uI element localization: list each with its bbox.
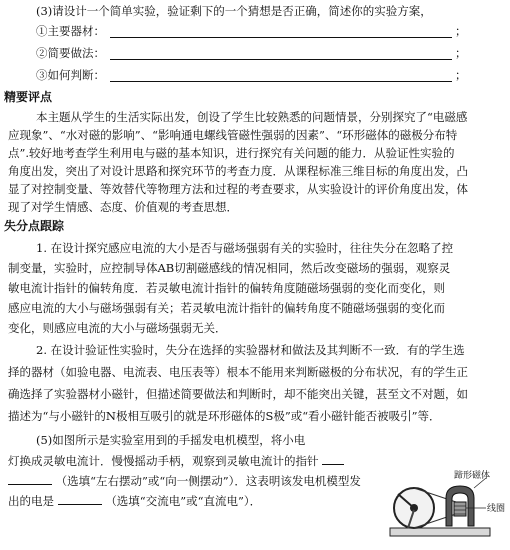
q5-line-2-text: 灯换成灵敏电流计．慢慢摇动手柄，观察到灵敏电流计的指针 [8, 454, 319, 468]
review-line: 现了对学生情感、态度、价值观的考查思想． [8, 200, 238, 214]
errors-p2-line: 确选择了实验器材小磁针，但描述简要做法和判断时，却不能突出关键，甚至文不对题，如 [8, 387, 468, 401]
review-heading: 精要评点 [4, 90, 53, 104]
errors-p2-line: 描述为“与小磁针的N极相互吸引的就是环形磁体的S极”或“看小磁针能否被吸引”等． [8, 409, 441, 423]
hand-crank-generator-figure [384, 468, 508, 548]
review-line: 显了对控制变量、等效替代等物理方法和过程的考查要求，从实验设计的评价角度出发，体 [8, 182, 468, 196]
q5-line-1: (5)如图所示是实验室用到的手摇发电机模型，将小电 [36, 433, 306, 447]
q5-pointer-blank-cont[interactable] [8, 472, 52, 485]
q3-item-method: ②简要做法： [36, 46, 105, 60]
review-line: 角度出发，突出了对设计思路和探究环节的考查力度．从课程标准三维目标的角度出发，凸 [8, 164, 468, 178]
generator-base [390, 528, 490, 536]
review-line: 点”.较好地考查学生利用电与磁的基本知识，进行探究有关问题的能力．从验证性实验的 [8, 146, 455, 160]
errors-p1-line: 1. 在设计探究感应电流的大小是否与磁场强弱有关的实验时，往往失分在忽略了控 [36, 241, 454, 255]
errors-p2-line: 2. 在设计验证性实验时，失分在选择的实验器材和做法及其判断不一致．有的学生选 [36, 343, 465, 357]
review-line: 本主题从学生的生活实际出发，创设了学生比较熟悉的问题情景，分别探究了“电磁感 [36, 110, 468, 124]
q3-intro: (3)请设计一个简单实验，验证剩下的一个猜想是否正确，简述你的实验方案， [36, 4, 432, 18]
q5-line-4-text-b: （选填“交流电”或“直流电”）． [105, 494, 262, 508]
q5-line-4-text-a: 出的电是 [8, 494, 54, 508]
errors-p2-line: 择的器材（如验电器、电流表、电压表等）根本不能用来判断磁极的分布状况，有的学生正 [8, 365, 468, 379]
errors-p1-line: 感应电流的大小与磁场强弱有关；若灵敏电流计指针的偏转角度不随磁场强弱的变化而 [8, 301, 445, 315]
q5-line-3-text: （选填“左右摆动”或“向一侧摆动”）．这表明该发电机模型发 [55, 474, 361, 488]
q5-current-type-blank[interactable] [58, 492, 102, 505]
q3-item-equipment: ①主要器材： [36, 24, 105, 38]
q3-method-answer-line[interactable] [110, 58, 452, 60]
errors-p1-line: 制变量，实验时，应控制导体AB切割磁感线的情况相同，然后改变磁场的强弱，观察灵 [8, 261, 451, 275]
magnet-label: 蹄形磁体 [454, 471, 491, 481]
q3-equipment-answer-line[interactable] [110, 36, 452, 38]
q5-pointer-blank[interactable] [322, 452, 344, 465]
errors-p1-line: 变化，则感应电流的大小与磁场强弱无关． [8, 321, 227, 335]
coil-label: 线圈 [487, 504, 506, 514]
q3-judge-suffix: ； [455, 68, 467, 82]
q5-line-2 [0, 452, 510, 469]
review-line: 应现象”、“水对磁的影响”、“影响通电螺线管磁性强弱的因素”、“环形磁体的磁极分布特 [8, 128, 458, 142]
q3-item-judge: ③如何判断： [36, 68, 105, 82]
q3-judge-answer-line[interactable] [110, 80, 452, 82]
q3-method-suffix: ； [455, 46, 467, 60]
errors-p1-line: 敏电流计指针的偏转角度．若灵敏电流计指针的偏转角度随磁场强弱的变化而变化，则 [8, 281, 445, 295]
errors-heading: 失分点跟踪 [4, 219, 65, 233]
q3-equipment-suffix: ； [455, 24, 467, 38]
